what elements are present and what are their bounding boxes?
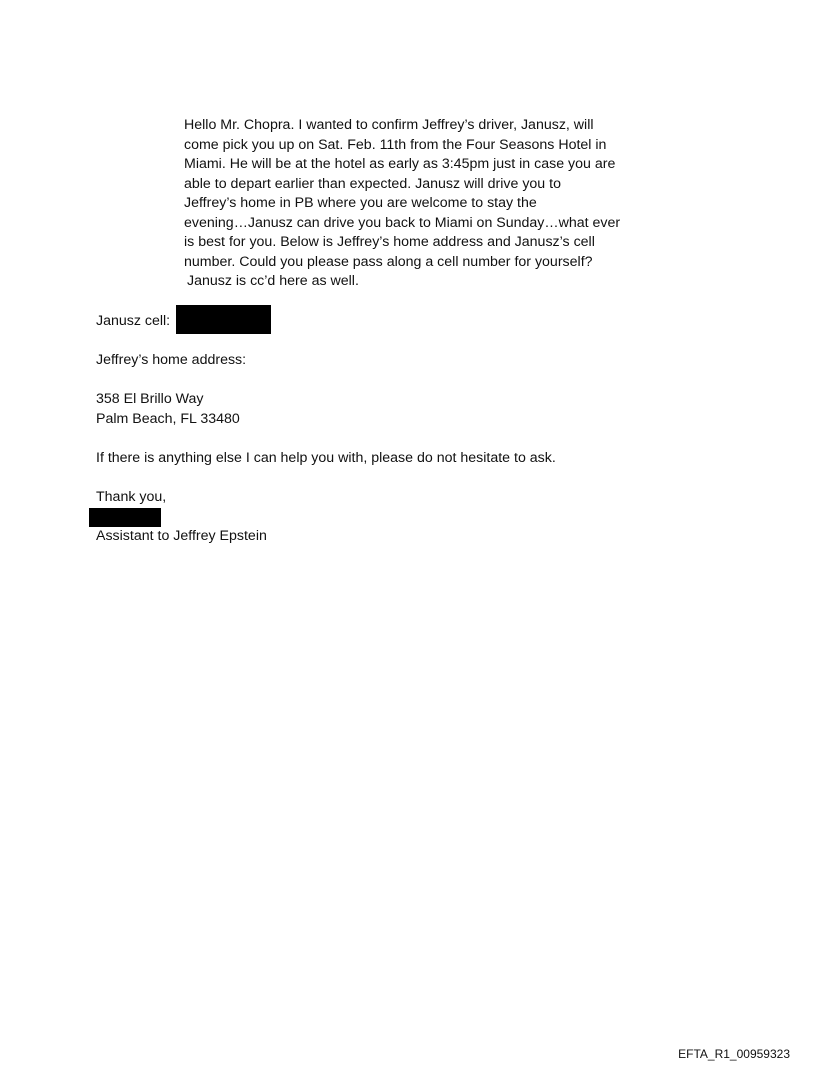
redaction-box-signature	[89, 508, 161, 527]
message-line: is best for you. Below is Jeffrey’s home address and Janusz’s cell	[184, 234, 595, 250]
message-line: number. Could you please pass along a cell number for yourself?	[184, 253, 593, 270]
message-line: evening…Janusz can drive you back to Miami on Sunday…what ever	[184, 214, 621, 231]
cell-label: Janusz cell:	[96, 313, 171, 329]
message-line: Janusz is cc’d here as well.	[187, 273, 359, 289]
message-line: Miami. He will be at the hotel as early as 3:45pm just in case you are	[184, 156, 616, 172]
redaction-box-cell-number	[176, 305, 271, 334]
signature-title: Assistant to Jeffrey Epstein	[96, 528, 267, 544]
message-line: Jeffrey’s home in PB where you are welcome to stay the	[184, 195, 537, 211]
address-street: 358 El Brillo Way	[96, 391, 204, 407]
closing-thanks: Thank you,	[96, 489, 167, 505]
address-city: Palm Beach, FL 33480	[96, 410, 240, 427]
bates-number: EFTA_R1_00959323	[678, 1047, 790, 1061]
address-heading: Jeffrey’s home address:	[96, 352, 247, 368]
closing-offer: If there is anything else I can help you with, please do not hesitate to ask.	[96, 450, 556, 466]
message-line: able to depart earlier than expected. Janusz will drive you to	[184, 175, 561, 192]
message-line: Hello Mr. Chopra. I wanted to confirm Jeffrey’s driver, Janusz, will	[184, 117, 594, 133]
email-message-body	[184, 116, 644, 292]
message-line: come pick you up on Sat. Feb. 11th from the Four Seasons Hotel in	[184, 136, 607, 153]
